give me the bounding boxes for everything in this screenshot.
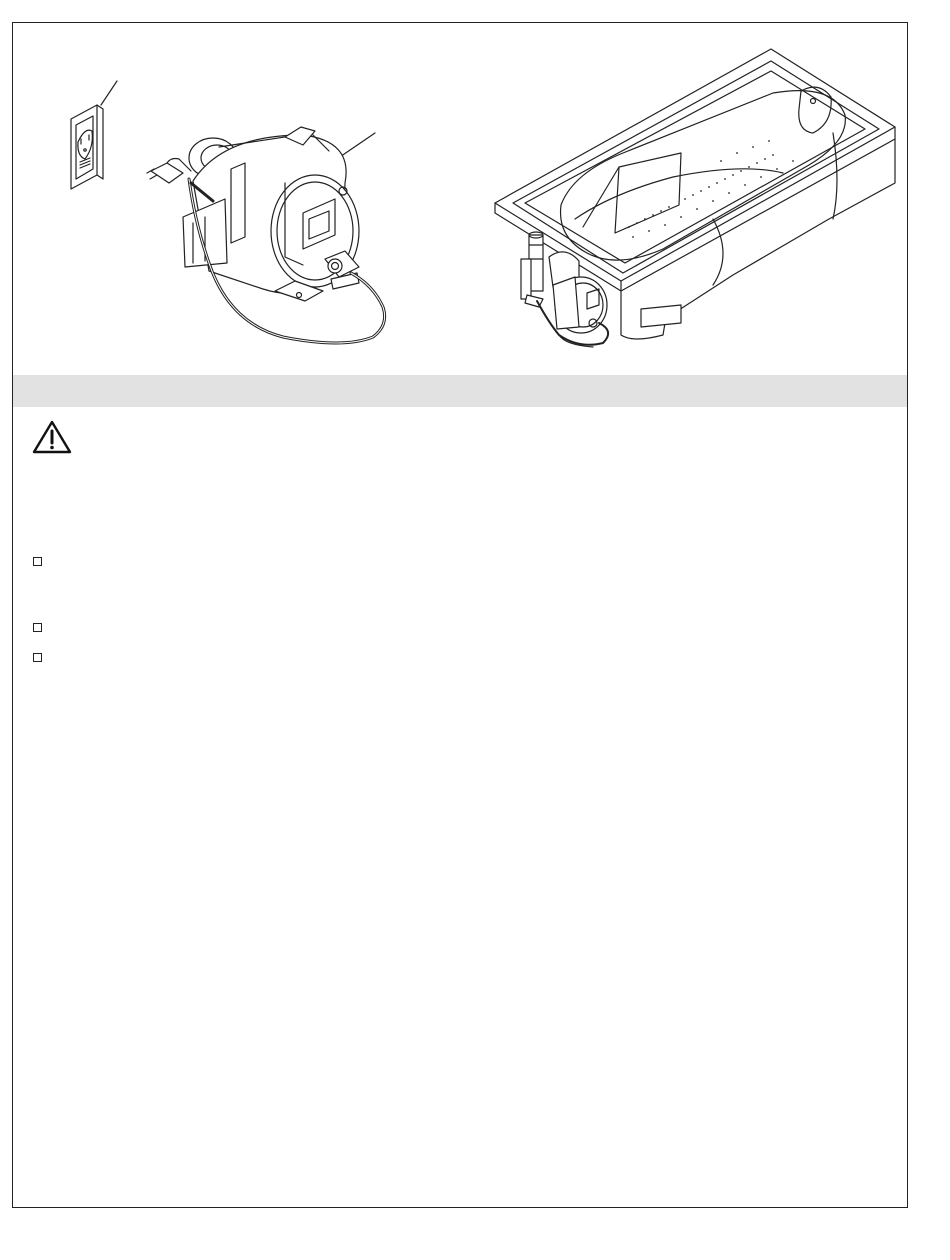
checkbox-icon bbox=[33, 557, 42, 566]
electrical-outlet-icon bbox=[71, 81, 117, 189]
section-header-band bbox=[13, 375, 907, 407]
product-illustration bbox=[13, 23, 907, 375]
air-blower-icon bbox=[147, 127, 385, 343]
checkbox-icon bbox=[33, 623, 42, 632]
checkbox-icon bbox=[33, 653, 42, 662]
warning-triangle-icon bbox=[32, 420, 72, 454]
